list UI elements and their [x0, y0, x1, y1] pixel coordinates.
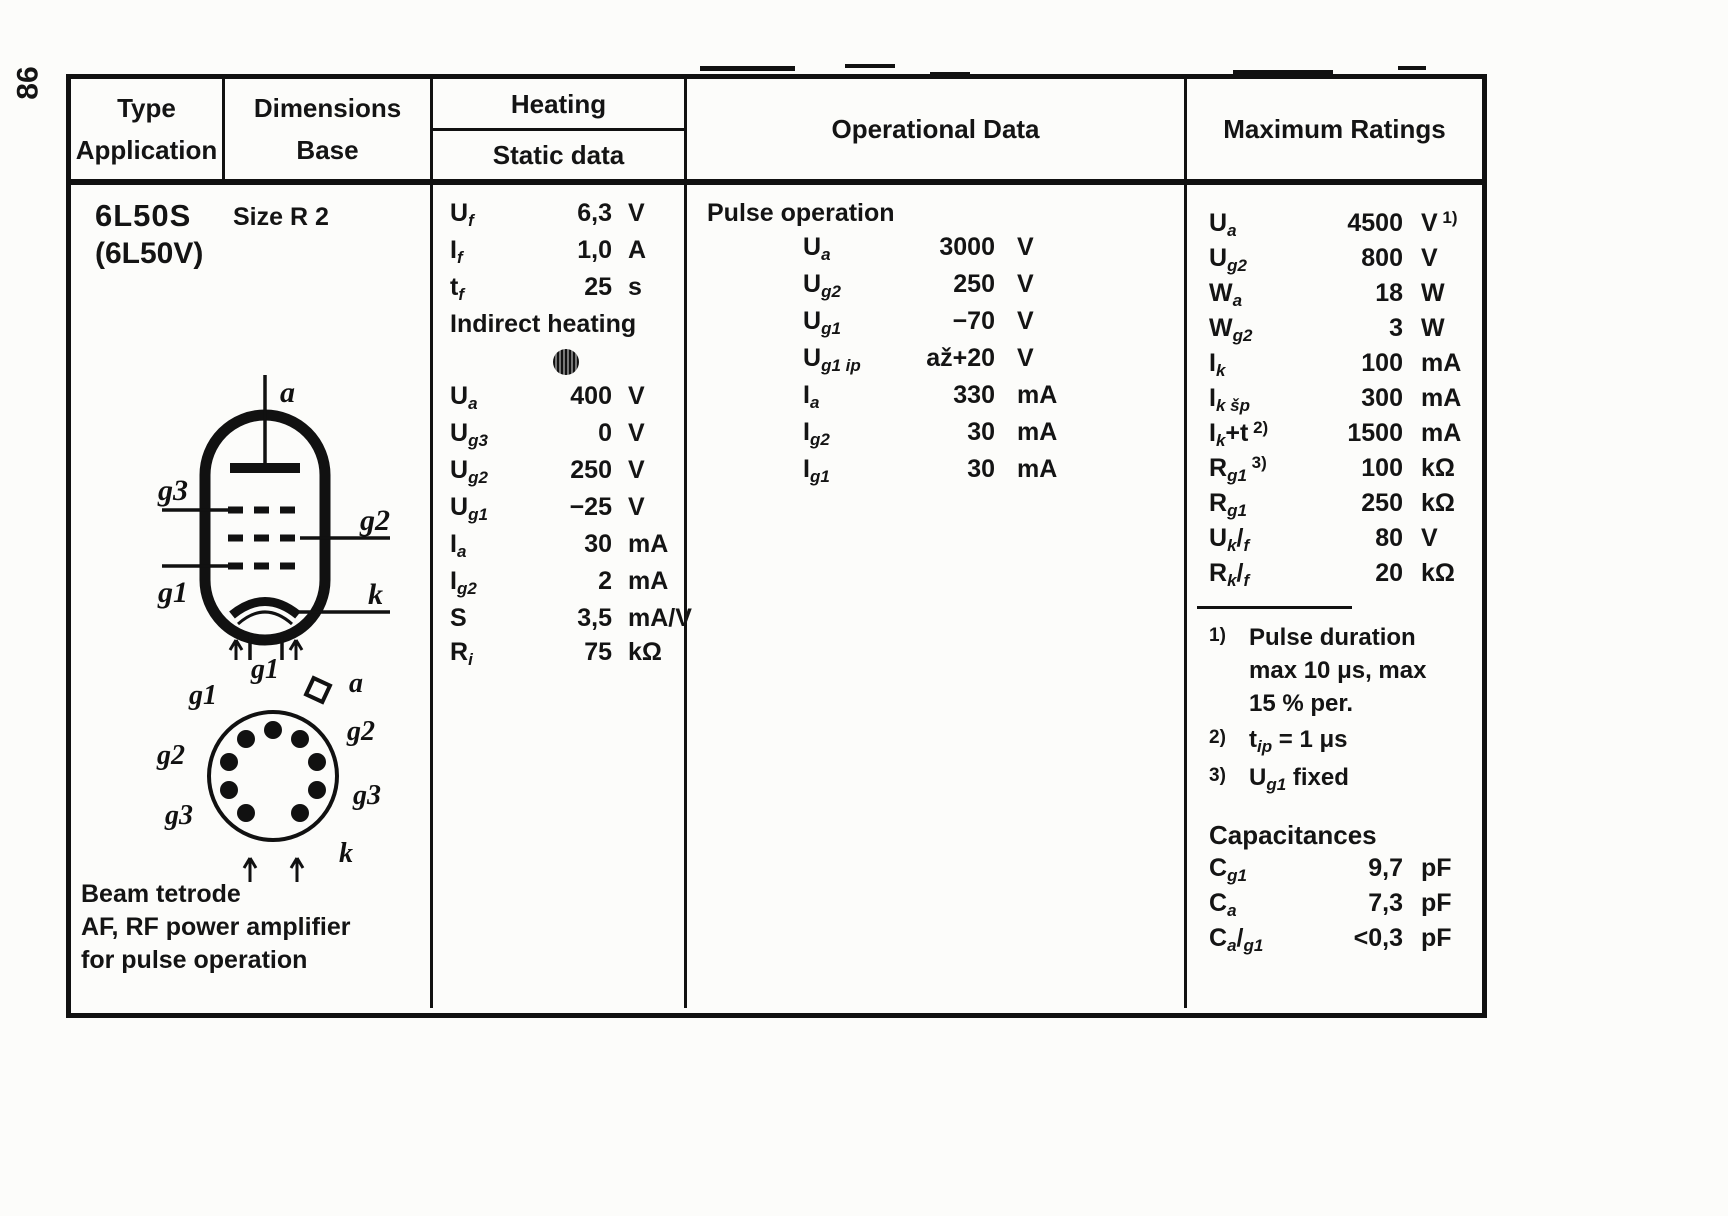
label-segment: t	[450, 273, 459, 301]
pin-label-k: k	[339, 838, 353, 869]
base-pinout-diagram	[155, 648, 395, 888]
footnote-marker: 1)	[1209, 625, 1226, 646]
label-segment: Pulse duration	[1249, 624, 1416, 651]
param-value: 25	[584, 273, 612, 301]
label-segment: I	[1209, 384, 1216, 412]
param-value: 300	[1361, 384, 1403, 412]
param-unit: V	[628, 493, 645, 521]
param-value: 800	[1361, 244, 1403, 272]
param-unit: kΩ	[628, 638, 662, 666]
param-label	[450, 527, 540, 564]
param-unit: mA	[1017, 418, 1058, 446]
param-unit: V	[1017, 307, 1034, 335]
label-segment: g2	[809, 430, 830, 449]
param-unit: mA	[628, 567, 669, 595]
param-value: 1,0	[577, 236, 612, 264]
param-unit: pF	[1421, 924, 1452, 952]
label-segment: k	[1227, 571, 1237, 590]
header-operational-data	[687, 79, 1184, 179]
footnote-line	[1249, 687, 1426, 720]
label-segment: g1	[468, 505, 488, 524]
label-segment: S	[450, 604, 467, 632]
header-base: Base	[296, 135, 359, 165]
label-segment: I	[803, 455, 810, 483]
param-unit: W	[1421, 314, 1445, 342]
header-operational-data-label: Operational Data	[831, 114, 1040, 144]
label-segment: g2	[821, 282, 841, 301]
param-row	[1209, 922, 1504, 957]
param-row	[450, 601, 701, 635]
param-value: 3	[1389, 314, 1403, 342]
param-value: 18	[1375, 279, 1403, 307]
label-segment: U	[803, 270, 822, 298]
footnote-line	[1249, 621, 1426, 654]
label-segment: C	[1209, 924, 1228, 952]
pin-label-g1: g1	[189, 680, 217, 711]
label-segment: g2	[1232, 326, 1253, 345]
param-value: 250	[1361, 489, 1403, 517]
param-value: 3,5	[577, 604, 612, 632]
header-type: Type	[117, 93, 176, 123]
base-pinout-icon	[155, 648, 395, 888]
param-row	[803, 415, 1204, 452]
param-label	[450, 416, 540, 453]
capacitance-rows	[1209, 852, 1504, 957]
tube-symbol-icon	[150, 360, 400, 660]
param-row	[450, 635, 701, 672]
pin-label-g1: g1	[251, 654, 279, 685]
param-unit: V	[628, 419, 645, 447]
tube-type: 6L50S	[95, 198, 192, 233]
param-value: 7,3	[1368, 889, 1403, 917]
param-row	[450, 196, 701, 233]
heating-note: Indirect heating	[450, 310, 637, 338]
param-unit: mA	[1421, 349, 1462, 377]
column-divider	[684, 79, 687, 179]
datasheet-table	[66, 74, 1487, 1018]
label-segment: a	[468, 394, 478, 413]
footnote-text	[1249, 761, 1349, 796]
param-label	[450, 601, 540, 635]
param-row	[803, 267, 1204, 304]
label-segment: U	[803, 233, 822, 261]
label-segment: max 10 μs, max	[1249, 657, 1427, 684]
label-segment: f	[468, 211, 474, 230]
label-segment: 15 % per.	[1249, 690, 1354, 717]
header-type-application	[71, 79, 222, 179]
table-header	[71, 79, 1482, 185]
capacitances-title: Capacitances	[1209, 820, 1377, 850]
param-label	[803, 230, 903, 267]
label-segment: W	[1209, 314, 1233, 342]
param-label	[450, 379, 540, 416]
label-segment: f	[458, 285, 464, 304]
footnote-marker: 2)	[1209, 727, 1226, 748]
param-row	[1209, 452, 1504, 487]
heating-rows	[450, 196, 701, 307]
param-row	[450, 490, 701, 527]
label-segment: a	[1227, 221, 1237, 240]
label-segment: /	[1236, 524, 1244, 552]
label-segment: f	[1243, 571, 1250, 590]
param-value: 0	[598, 419, 612, 447]
param-value: 75	[584, 638, 612, 666]
header-application: Application	[75, 135, 218, 165]
column-divider	[430, 79, 433, 179]
param-row	[1209, 887, 1504, 922]
header-maximum-ratings	[1187, 79, 1482, 179]
label-segment: g2	[1227, 256, 1247, 275]
param-value: 20	[1375, 559, 1403, 587]
label-segment: R	[1209, 559, 1228, 587]
param-label	[450, 453, 540, 490]
description-line: AF, RF power amplifier	[81, 913, 351, 941]
stamp-mark-icon	[553, 349, 579, 375]
base-key-icon	[306, 678, 330, 702]
param-label	[803, 378, 903, 415]
param-row	[1209, 347, 1504, 382]
param-unit: pF	[1421, 889, 1452, 917]
param-value: 9,7	[1368, 854, 1403, 882]
label-segment: 2)	[1248, 418, 1269, 437]
param-value: 30	[584, 530, 612, 558]
param-label	[1209, 922, 1327, 957]
param-label	[803, 267, 903, 304]
param-row	[450, 233, 701, 270]
tube-description	[81, 878, 350, 977]
param-value: 3000	[939, 233, 995, 261]
param-label	[1209, 557, 1327, 592]
param-value: 4500	[1347, 209, 1403, 237]
param-value: <0,3	[1353, 924, 1403, 952]
param-value: 80	[1375, 524, 1403, 552]
label-segment: I	[450, 530, 457, 558]
param-label	[1209, 452, 1327, 487]
footnote	[1209, 621, 1504, 720]
param-value: 250	[570, 456, 612, 484]
label-segment: U	[450, 419, 469, 447]
label-segment: t	[1249, 726, 1257, 753]
param-label	[450, 233, 540, 270]
param-unit: V	[1017, 233, 1034, 261]
label-segment: g1	[809, 467, 830, 486]
param-row	[1209, 207, 1504, 242]
param-row	[1209, 852, 1504, 887]
pin-label-g3: g3	[165, 800, 193, 831]
param-unit: V	[1421, 524, 1438, 552]
param-unit: pF	[1421, 854, 1452, 882]
param-row	[1209, 522, 1504, 557]
header-maximum-ratings-label: Maximum Ratings	[1223, 114, 1446, 144]
table-body	[71, 185, 1482, 1008]
label-segment: a	[1232, 291, 1243, 310]
pulse-operation-title: Pulse operation	[707, 199, 895, 227]
param-unit: V	[1421, 244, 1438, 272]
operational-data-cell	[687, 185, 1204, 1019]
param-label	[1209, 207, 1327, 242]
param-unit: A	[628, 236, 647, 264]
param-value: 1500	[1347, 419, 1403, 447]
label-segment: a	[821, 245, 831, 264]
footnote-line	[1249, 761, 1349, 796]
g1-label: g1	[158, 576, 188, 609]
label-segment: k šp	[1215, 396, 1250, 415]
param-row	[803, 452, 1204, 489]
param-unit: V	[628, 456, 645, 484]
label-segment: g2	[456, 579, 477, 598]
label-segment: f	[456, 248, 463, 267]
label-segment: k	[1215, 361, 1226, 380]
footnote	[1209, 761, 1504, 796]
operational-rows	[803, 230, 1204, 489]
param-unit: mA	[1017, 455, 1058, 483]
label-segment: C	[1209, 854, 1228, 882]
label-segment: a	[456, 542, 467, 561]
param-label	[1209, 382, 1327, 417]
param-row	[1209, 417, 1504, 452]
param-row	[450, 527, 701, 564]
param-value: až+20	[926, 344, 995, 372]
param-unit: mA/V	[628, 604, 692, 632]
param-row	[803, 341, 1204, 378]
param-row	[1209, 242, 1504, 277]
label-segment: W	[1209, 279, 1233, 307]
param-unit: s	[628, 273, 642, 301]
label-segment: I	[1209, 349, 1216, 377]
label-segment: R	[1209, 454, 1228, 482]
param-value: −70	[952, 307, 995, 335]
label-segment: U	[1249, 764, 1267, 791]
label-segment: g1	[1227, 466, 1247, 485]
param-unit: mA	[628, 530, 669, 558]
param-row	[803, 378, 1204, 415]
tube-symbol-diagram	[150, 360, 400, 660]
footnote-line	[1249, 723, 1348, 758]
label-segment: fixed	[1286, 764, 1349, 791]
param-value: 400	[570, 382, 612, 410]
param-value: 30	[967, 418, 995, 446]
label-segment: f	[1243, 536, 1250, 555]
param-value: 2	[598, 567, 612, 595]
scan-artifact	[700, 66, 795, 71]
param-label	[1209, 852, 1327, 887]
param-row	[1209, 277, 1504, 312]
param-label	[1209, 242, 1327, 277]
header-dimensions: Dimensions	[253, 93, 402, 123]
param-label	[1209, 522, 1327, 557]
tube-type-alt: (6L50V)	[95, 237, 204, 270]
param-row	[450, 453, 701, 490]
param-row	[1209, 487, 1504, 522]
label-segment: R	[1209, 489, 1228, 517]
label-segment: g2	[468, 468, 488, 487]
header-dimensions-base	[225, 79, 430, 179]
label-segment: R	[450, 638, 469, 666]
label-segment: I	[450, 567, 457, 595]
label-segment: I	[803, 381, 810, 409]
pin-label-g2: g2	[157, 740, 185, 771]
description-line: for pulse operation	[81, 946, 308, 974]
label-segment: a	[809, 393, 820, 412]
footnote-text	[1249, 723, 1348, 758]
heating-cell	[433, 185, 701, 1019]
param-unit: V	[1421, 209, 1438, 237]
footnote-text	[1249, 621, 1426, 720]
label-segment: g1 ip	[821, 356, 861, 375]
label-segment: +t	[1225, 419, 1249, 447]
header-heating-label: Heating	[510, 88, 607, 119]
label-segment: U	[803, 307, 822, 335]
footnote-marker: 1)	[1437, 208, 1458, 227]
param-unit: kΩ	[1421, 454, 1455, 482]
label-segment: k	[1227, 536, 1237, 555]
label-segment: I	[450, 236, 457, 264]
pin-label-g3: g3	[353, 780, 381, 811]
footnote-line	[1249, 654, 1426, 687]
param-row	[450, 270, 701, 307]
param-row	[450, 379, 701, 416]
label-segment: g1	[1227, 866, 1247, 885]
static-data-rows	[450, 379, 701, 672]
param-label	[450, 564, 540, 601]
pin-label-g2: g2	[347, 716, 375, 747]
param-row	[450, 564, 701, 601]
label-segment: /	[1236, 559, 1244, 587]
label-segment: U	[450, 493, 469, 521]
label-segment: U	[1209, 209, 1228, 237]
label-segment: U	[1209, 524, 1228, 552]
maximum-ratings-cell	[1187, 185, 1504, 1030]
label-segment: a	[1227, 936, 1237, 955]
label-segment: /	[1236, 924, 1244, 952]
footnote-marker: 3)	[1209, 765, 1226, 786]
label-segment: ip	[1257, 737, 1273, 756]
scan-artifact	[1398, 66, 1426, 70]
param-unit: V	[1017, 270, 1034, 298]
param-row	[803, 230, 1204, 267]
param-unit: mA	[1421, 419, 1462, 447]
anode-label: a	[280, 376, 295, 409]
label-segment: U	[803, 344, 822, 372]
column-divider	[1184, 79, 1187, 179]
param-unit: mA	[1421, 384, 1462, 412]
label-segment: g1	[1227, 501, 1247, 520]
label-segment: U	[450, 456, 469, 484]
param-label	[1209, 487, 1327, 522]
label-segment: I	[1209, 419, 1216, 447]
label-segment: U	[450, 199, 469, 227]
param-label	[803, 452, 903, 489]
param-label	[450, 635, 540, 672]
cathode-label: k	[368, 578, 383, 611]
header-static-data-label: Static data	[492, 139, 625, 170]
param-unit: mA	[1017, 381, 1058, 409]
param-value: 330	[953, 381, 995, 409]
label-segment: C	[1209, 889, 1228, 917]
label-segment: U	[450, 382, 469, 410]
header-heating	[433, 79, 684, 179]
label-segment: 3)	[1246, 453, 1267, 472]
param-label	[1209, 312, 1327, 347]
param-label	[1209, 277, 1327, 312]
param-label	[450, 270, 540, 307]
param-row	[803, 304, 1204, 341]
param-value: 100	[1361, 454, 1403, 482]
param-value: 6,3	[577, 199, 612, 227]
footnotes	[1209, 621, 1504, 796]
pin-label-a: a	[349, 668, 363, 699]
param-label	[450, 490, 540, 527]
param-label	[803, 304, 903, 341]
label-segment: g1	[1266, 775, 1287, 794]
param-label	[1209, 887, 1327, 922]
label-segment: a	[1227, 901, 1237, 920]
label-segment: U	[1209, 244, 1228, 272]
param-value: 250	[953, 270, 995, 298]
description-line: Beam tetrode	[81, 880, 241, 908]
page-number: 86	[11, 66, 45, 100]
footnote	[1209, 723, 1504, 758]
param-unit: kΩ	[1421, 559, 1455, 587]
column-divider	[222, 79, 225, 179]
label-segment: k	[1215, 431, 1226, 450]
param-label	[450, 196, 540, 233]
tube-size: Size R 2	[233, 203, 329, 231]
param-value: −25	[569, 493, 612, 521]
label-segment: g1	[821, 319, 841, 338]
g2-label: g2	[360, 504, 390, 537]
param-unit: V	[628, 199, 645, 227]
type-application-cell	[71, 185, 430, 1008]
label-segment: i	[468, 650, 473, 669]
param-value: 30	[967, 455, 995, 483]
label-segment: = 1 μs	[1272, 726, 1348, 753]
param-row	[1209, 557, 1504, 592]
param-label	[1209, 347, 1327, 382]
label-segment: I	[803, 418, 810, 446]
label-segment: g3	[468, 431, 488, 450]
param-value: 100	[1361, 349, 1403, 377]
param-label	[803, 415, 903, 452]
param-row	[1209, 312, 1504, 347]
param-row	[450, 416, 701, 453]
scan-artifact	[845, 64, 895, 68]
param-unit: W	[1421, 279, 1445, 307]
footnote-separator	[1197, 606, 1352, 609]
g3-label: g3	[158, 474, 188, 507]
param-label	[1209, 417, 1327, 452]
maximum-ratings-rows	[1209, 207, 1504, 592]
param-unit: V	[1017, 344, 1034, 372]
param-label	[803, 341, 903, 378]
param-unit: V	[628, 382, 645, 410]
label-segment: g1	[1243, 936, 1264, 955]
param-unit: kΩ	[1421, 489, 1455, 517]
param-row	[1209, 382, 1504, 417]
